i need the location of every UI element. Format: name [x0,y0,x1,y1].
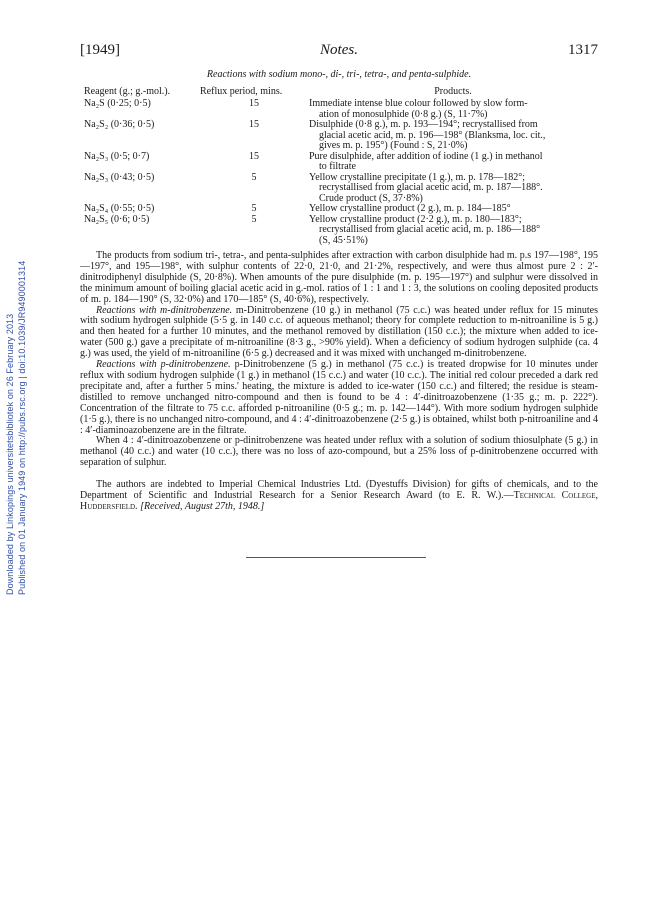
acknowledgement [80,480,598,513]
products-cell [310,152,598,173]
acknowledgement-text: The authors are indebted to Imperial Chemical Industries Ltd. (Dyestuffs Division) for gifts of chemicals, and to the Department of Scientific and Industrial Research for a Senior Research Award (to E. R. W.).— [80,479,598,502]
products-cell [310,173,598,205]
reagent-cell: Na₂S₃ (0·5; 0·7) [84,150,150,162]
table-row [84,215,598,247]
column-header-reagent: Reagent (g.; g.-mol.). [84,86,171,97]
journal-year: [1949] [80,42,120,58]
products-line: recrystallised from glacial acetic acid, m. p. 187—188°. [319,182,543,193]
download-watermark [0,175,32,595]
products-cell [310,204,598,215]
section-title: Notes. [320,42,358,58]
table-row [84,173,598,205]
page-number: 1317 [568,42,598,58]
column-header-products: Products. [434,86,472,97]
reflux-cell: 5 [251,203,257,214]
products-line: Pure disulphide, after addition of iodine (1 g.) in methanol [309,150,543,162]
products-line: Yellow crystalline product (2·2 g.), m. p. 180—183°; [309,213,522,225]
paragraph: When 4 : 4′-dinitroazobenzene or p-dinitrobenzene was heated under reflux with a solution of sodium thiosulphate (5 g.) in methanol (40 c.c.) and water (10 c.c.), there was no loss of azo-compound, but a 25% loss of p-dinitrobenzene occurred with separation of sulphur. [80,435,598,469]
paragraph-heading: Reactions with m-dinitrobenzene. [96,304,233,316]
products-line: glacial acetic acid, m. p. 196—198° (Blanksma, loc. cit., [319,129,546,141]
table-row [84,152,598,173]
publication-notice: Published on 01 January 1949 on http://pubs.rsc.org | doi:10.1039/JR9490001314 [17,260,27,595]
page-header [80,42,598,60]
reagent-cell: Na₂S₃ (0·43; 0·5) [84,171,155,183]
products-line: Yellow crystalline product (2 g.), m. p. 184—185° [309,203,511,214]
products-line: (S, 45·51%) [319,234,368,246]
end-rule [246,557,426,558]
download-notice: Downloaded by Linkopings universitetsbibliotek on 26 February 2013 [5,313,15,595]
column-header-reflux: Reflux period, mins. [200,86,283,97]
products-line: ation of monosulphide (0·8 g.) (S, 11·7%) [319,108,488,120]
paragraph [80,360,598,436]
table-row [84,99,598,120]
table-caption: Reactions with sodium mono-, di-, tri-, tetra-, and penta-sulphide. [206,69,472,80]
products-cell [310,99,598,120]
products-line: recrystallised from glacial acetic acid, m. p. 186—188° [319,224,541,235]
products-line: to filtrate [319,161,356,172]
paragraph-text: p-Dinitrobenzene (5 g.) in methanol (75 c.c.) is treated dropwise for 10 minutes under reflux with sodium hydrogen sulphide (1 g.) in methanol (15 c.c.) and water (10 c.c.). The initial red colour preceded a dark red precipitate and, after a further 5 mins.' heating, the mixture is added to ice-water (150 c.c.) and filtered; the residue is steam-distilled to remove unchanged nitro-compound and then is found to be 4 : 4′-dinitroazobenzene (1·35 g.; m. p. 222°). Concentration of the filtrate to 75 c.c. afforded p-nitroaniline (0·5 g.; m. p. 142—144°). With more sodium hydrogen sulphide (1·5 g.), there is no unchanged nitro-compound, and 4 : 4′-dinitroazobenzene (2·5 g.) is obtained, whilst both p-nitroaniline and 4 : 4′-diaminoazobenzene are in the filtrate. [80,359,598,436]
paragraph [80,306,598,361]
reagent-cell: Na₂S₄ (0·55; 0·5) [84,203,155,214]
reaction-table [84,99,598,246]
products-cell [310,215,598,247]
institution: Technical College, Huddersfield. [80,490,598,512]
table-row [84,120,598,152]
products-cell [310,120,598,152]
reagent-cell: Na₂S (0·25; 0·5) [84,98,151,109]
products-line: Crude product (S, 37·8%) [319,192,423,204]
products-line: Immediate intense blue colour followed by slow form- [309,98,528,109]
reflux-cell: 15 [249,98,259,109]
received-date: [Received, August 27th, 1948.] [140,500,265,512]
paragraph-text: m-Dinitrobenzene (10 g.) in methanol (75 c.c.) was heated under reflux for 15 minutes with sodium hydrogen sulphide (5·5 g. in 140 c.c. of aqueous methanol; theory for complete reduction to m-nitroaniline is 5 g.) and then heated for a further 10 minutes, and the methanol removed by distillation (150 c.c.); the mixture when added to ice-water (500 g.) gave a precipitate of m-nitroaniline (8·3 g., >90% yield). When a deficiency of sodium hydrogen sulphide (ca. 4 g.) was used, the yield of m-nitroaniline (6·5 g.) decreased and it was mixed with unchanged m-dinitrobenzene. [80,304,598,360]
article-body [80,251,598,513]
reflux-cell: 5 [251,213,257,225]
paragraph: The products from sodium tri-, tetra-, and penta-sulphides after extraction with carbon disulphide had m. p.s 197—198°, 195—197°, and 195—198°, with sulphur contents of 22·0, 21·0, and 21·2%, respectively, and were thus almost pure 2 : 2′-dinitrodiphenyl disulphide (S, 20·8%). When amounts of the pure disulphide (m. p. 195—197°) and sulphur were dissolved in the minimum amount of boiling glacial acetic acid in g.-mol. ratios of 1 : 1 and 1 : 3, the solutions on cooling deposited products of m. p. 184—190° (S, 32·0%) and 170—185° (S, 40·6%), respectively. [80,250,598,305]
paragraph-heading: Reactions with p-dinitrobenzene. [96,359,231,371]
products-line: gives m. p. 195°) (Found : S, 21·0%) [319,140,468,151]
reflux-cell: 15 [249,150,259,162]
reagent-cell: Na₂S₅ (0·6; 0·5) [84,213,150,225]
reflux-cell: 5 [251,171,257,183]
reflux-cell: 15 [249,119,259,130]
products-line: Disulphide (0·8 g.), m. p. 193—194°; recrystallised from [309,119,538,130]
products-line: Yellow crystalline precipitate (1 g.), m. p. 178—182°; [309,171,526,183]
table-row [84,204,598,215]
reagent-cell: Na₂S₂ (0·36; 0·5) [84,119,155,130]
